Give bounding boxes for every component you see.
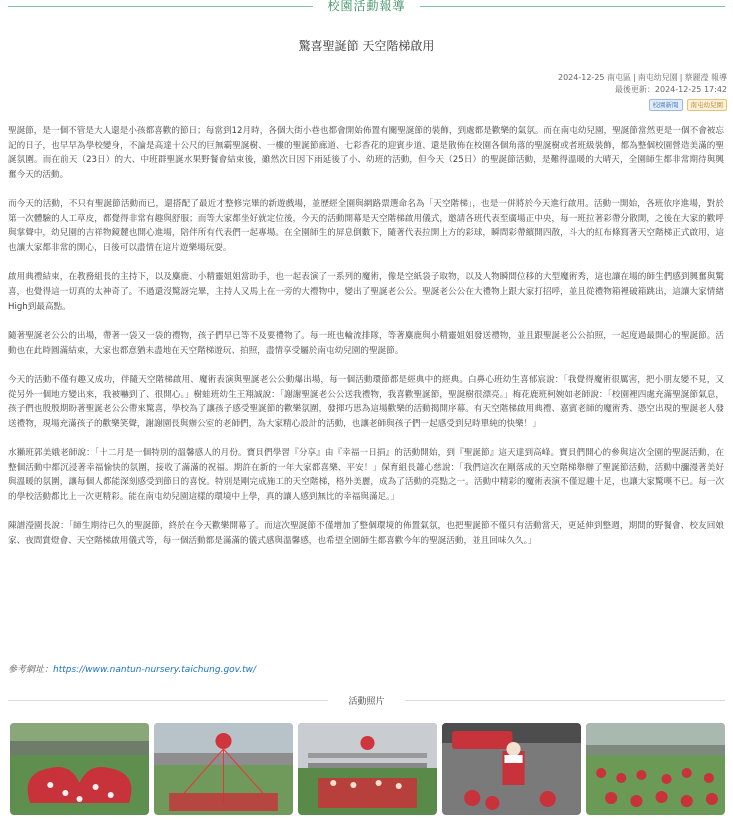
meta-line: 2024-12-25 南屯區 | 南屯幼兒園 | 蔡麗瀅 報導: [558, 73, 727, 82]
publish-location: 南屯區: [607, 73, 632, 82]
tag-list: [649, 99, 728, 111]
publish-date: 2024-12-25: [558, 73, 605, 82]
header-divider-right: [420, 6, 725, 7]
paragraph-3: 啟用典禮結束，在教務組長的主持下，以及麋鹿、小精靈姐姐當助手，也一起表演了一系列的魔術，像是空紙袋子取物，以及人物瞬間位移的大型魔術秀，這也讓在場的師生們感到興奮與驚喜，也覺得這一切真的太神奇了。不過還沒驚訝完畢，主持人又馬上在一旁的大禮物中，變出了聖誕老公公。聖誕老公公在大禮物上跟大家打招呼，並且從禮物箱裡破箱跳出，這讓大家情緒High到最高點。: [8, 272, 724, 312]
paragraph-6: 水獺班郭美娥老師說：「十二月是一個特別的溫馨感人的月份。寶貝們學習『分享』由『幸福一日捐』的活動開始，到『聖誕節』這天達到高峰。寶貝們開心的參與這次全園的聖誕活動，在整個活動中都沉浸著幸福愉快的氛圍，接收了滿滿的祝福。期許在新的一年大家都喜樂、平安！」保育組長蕭心慈說：「我們這次在剛落成的天空階梯舉辦了聖誕節活動，活動中瀰漫著美好與溫暖的氛圍，讓每個人都能深刻感受到節日的喜悅。特別是剛完成施工的天空階梯，格外美麗，成為了活動的亮點之一。活動中精彩的魔術表演不僅逗趣十足，也讓大家驚嘆不已。每一次的學校活動都比上一次更精彩。能在南屯幼兒園這樣的環境中上學，真的讓人感到無比的幸福與滿足。」: [8, 448, 724, 502]
reference-link[interactable]: https://www.nantun-nursery.taichung.gov.tw/: [53, 665, 257, 675]
article-meta: [558, 72, 727, 96]
photos-divider-right: [405, 700, 725, 701]
reference-label: 參考網址：: [8, 665, 54, 675]
photo-ribbon-ceremony[interactable]: [154, 723, 293, 815]
paragraph-5: 今天的活動不僅有趣又成功，伴隨天空階梯啟用、魔術表演與聖誕老公公動爆出場，每一個活動環節都是經典中的經典。白鼻心班幼生喜郁宸說：「我覺得魔術很厲害，把小朋友變不見，又從另外一個地方變出來，我被嚇到了、很開心。」樹蛙班幼生王翔誠說：「謝謝聖誕老公公送我禮物，我喜歡聖誕節，聖誕樹很漂亮。」梅花鹿班柯婉如老師說：「校園裡四處充滿聖誕節氣息，孩子們也殷殷期盼著聖誕老公公帶來驚喜，學校為了讓孩子感受聖誕節的歡樂氛圍，發揮巧思為這場歡樂的活動揭開序幕。有天空階梯啟用典禮、嘉賓老師的魔術秀、憑空出現的聖誕老人發送禮物，現場充滿孩子的歡樂笑聲，謝謝園長與辦公室的老師們，為大家精心設計的活動，也讓老師與孩子們一起感受到兒時單純的快樂！」: [8, 374, 724, 429]
photo-group-heart-formation[interactable]: [10, 723, 149, 815]
paragraph-2: 而今天的活動，不只有聖誕節活動而已，還搭配了最近才整修完畢的新遊戲場，並歷經全園與網路票選命名為「天空階梯」，也是一併將於今天進行啟用。活動一開始，各班依序進場，對於第一次體驗的人工草皮，都覺得非常有趣與舒服；而等大家都坐好就定位後，今天的活動開幕是天空階梯啟用儀式，邀請各班代表至廣場正中央，每一班拉著彩帶分散開，之後在大家的歡呼與掌聲中，幼兒園的吉祥物鏡麓也開心進場，陪伴所有代表們一起專場。在全園師生的屏息倒數下，隨著代表拉開上方的彩球，瞬間彩帶繽開四散，斗大的紅布條寫著天空階梯正式啟用，這也讓大家都非常的開心，日後可以盡情在這片遊樂場玩耍。: [8, 199, 724, 253]
paragraph-1: 聖誕節，是一個不管是大人還是小孩都喜歡的節日；每當到12月時，各個大街小巷也都會開始佈置有關聖誕節的裝飾，到處都是歡樂的氣氛。而在南屯幼兒園，聖誕節當然更是一個不會被忘記的日子，也早早為學校變身，不論是高達十公尺的巨無霸聖誕樹、一樓的聖誕節廊道、七彩香花的迎賓步道、還是散佈在校園各個角落的聖誕樹或者班級裝飾，都為整個校園營造美滿的聖誕氛圍。而在前天（23日）的大、中班群聖誕水果野餐會結束後，雖然次日因下雨延後了小、幼班的活動，但今天（25日）的聖誕節活動，是難得溫暖的大晴天，全園師生都非常期待與興奮今天的活動。: [8, 126, 724, 180]
section-title: 校園活動報導: [327, 0, 406, 13]
tag-campus-news[interactable]: 校園新聞: [649, 99, 683, 111]
article-title: 驚喜聖誕節 天空階梯啟用: [298, 39, 435, 53]
photo-santa-merry-christmas[interactable]: [442, 723, 581, 815]
paragraph-4: 隨著聖誕老公公的出場，帶著一袋又一袋的禮物，孩子們早已等不及要禮物了。每一班也輪流排隊，等著麋鹿與小精靈姐姐發送禮物，並且跟聖誕老公公拍照，一起度過最開心的聖誕節。活動也在此時圓滿結束，大家也都意猶未盡地在天空階梯遊玩、拍照，盡情享受屬於南屯幼兒園的聖誕節。: [8, 330, 724, 356]
photo-gallery: [10, 723, 725, 815]
photo-children-on-lawn[interactable]: [586, 723, 725, 815]
photo-children-on-steps[interactable]: [298, 723, 437, 815]
article-body: [8, 124, 724, 563]
reference: [8, 662, 256, 675]
publish-org: 南屯幼兒園: [637, 73, 678, 82]
section-header: [0, 0, 733, 16]
paragraph-7: 陳譜瀅園長說：「師生期待已久的聖誕節，終於在今天歡樂開幕了。而這次聖誕節不僅增加了整個環境的佈置氣氛，也把聖誕節不僅只有活動當天，更延伸到整週，期間的野餐會、校友回娘家、夜間賞燈會、天空階梯啟用儀式等，每一個活動都是滿滿的儀式感與溫馨感，也希望全園師生都喜歡今年的聖誕活動，並且回味久久。」: [8, 521, 724, 546]
photos-header: [0, 694, 733, 708]
tag-kindergarten[interactable]: 南屯幼兒園: [687, 99, 728, 111]
last-updated: 最後更新：2024-12-25 17:42: [614, 85, 727, 94]
publish-author: 蔡麗瀅 報導: [684, 73, 727, 82]
photos-title: 活動照片: [348, 697, 385, 707]
